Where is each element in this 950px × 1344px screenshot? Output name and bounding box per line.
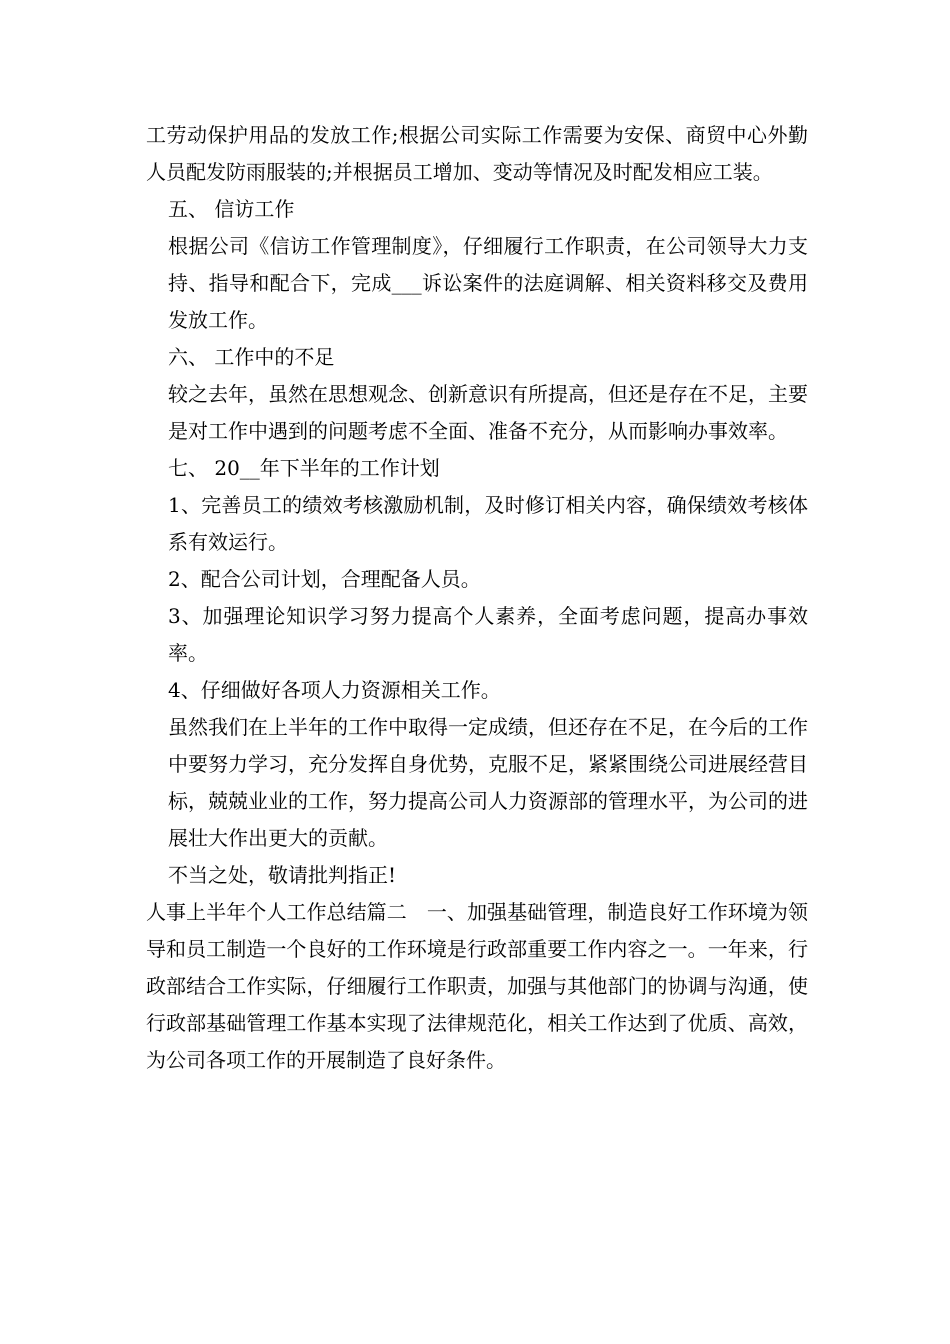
paragraph-shortcomings: 较之去年，虽然在思想观念、创新意识有所提高，但还是存在不足，主要是对工作中遇到的问题考虑不全面、准备不充分，从而影响办事效率。 <box>168 382 808 443</box>
section-heading-5: 五、 信访工作 <box>168 197 295 221</box>
document-page <box>146 117 808 1079</box>
paragraph-conclusion: 虽然我们在上半年的工作中取得一定成绩，但还存在不足，在今后的工作中要努力学习，充分发挥自身优势，克服不足，紧紧围绕公司进展经营目标，兢兢业业的工作，努力提高公司人力资源部的管理水平，为公司的进展壮大作出更大的贡献。 <box>168 715 808 850</box>
section-heading-6: 六、 工作中的不足 <box>168 345 335 369</box>
plan-item-4: 4、仔细做好各项人力资源相关工作。 <box>168 678 501 702</box>
paragraph-petition: 根据公司《信访工作管理制度》，仔细履行工作职责，在公司领导大力支持、指导和配合下，完成___诉讼案件的法庭调解、相关资料移交及费用发放工作。 <box>168 234 808 332</box>
plan-item-3: 3、加强理论知识学习努力提高个人素养，全面考虑问题，提高办事效率。 <box>168 604 808 665</box>
plan-item-2: 2、配合公司计划，合理配备人员。 <box>168 567 481 591</box>
paragraph-part-two: 人事上半年个人工作总结篇二 一、加强基础管理，制造良好工作环境为领导和员工制造一个良好的工作环境是行政部重要工作内容之一。一年来，行政部结合工作实际，仔细履行工作职责，加强与其他部门的协调与沟通，使行政部基础管理工作基本实现了法律规范化，相关工作达到了优质、高效，为公司各项工作的开展制造了良好条件。 <box>146 900 808 1072</box>
paragraph-1: 工劳动保护用品的发放工作;根据公司实际工作需要为安保、商贸中心外勤人员配发防雨服装的;并根据员工增加、变动等情况及时配发相应工装。 <box>146 123 808 184</box>
section-heading-7: 七、 20__年下半年的工作计划 <box>168 456 440 480</box>
plan-item-1: 1、完善员工的绩效考核激励机制，及时修订相关内容，确保绩效考核体系有效运行。 <box>168 493 808 554</box>
paragraph-closing: 不当之处，敬请批判指正! <box>168 863 397 887</box>
